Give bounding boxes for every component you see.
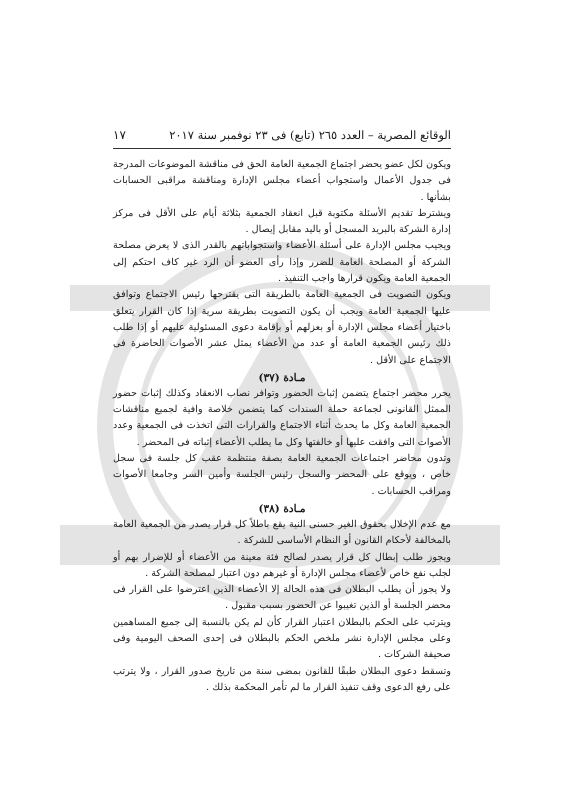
paragraph: ويترتب على الحكم بالبطلان اعتبار القرار كأن لم يكن بالنسبة إلى جميع المساهمين وعلى مجلس الإدارة نشر ملخص الحكم بالبطلان فى إحدى الصحف اليومية وفى صحيفة الشركات . — [113, 616, 451, 661]
paragraph: ويجوز طلب إبطال كل قرار يصدر لصالح فئة معينة من الأعضاء أو للإضرار بهم أو لجلب نفع خاص لأعضاء مجلس الإدارة أو غيرهم دون اعتبار لمصلحة الشركة . — [113, 551, 451, 579]
paragraph: ويشترط تقديم الأسئلة مكتوبة قبل انعقاد الجمعية بثلاثة أيام على الأقل فى مركز إدارة الشركة بالبريد المسجل أو باليد مقابل إيصال . — [113, 207, 451, 236]
paragraph: وتسقط دعوى البطلان طبقًا للقانون بمضى سنة من تاريخ صدور القرار ، ولا يترتب على رفع الدعوى وقف تنفيذ القرار ما لم تأمر المحكمة بذلك . — [113, 665, 451, 693]
document-page — [113, 127, 451, 696]
paragraph: وتدون محاضر اجتماعات الجمعية العامة بصفة منتظمة عقب كل جلسة فى سجل خاص ، ويوقع على المحضر والسجل رئيس الجلسة وأمين السر وجامعا الأصوات ومراقب الحسابات . — [113, 453, 451, 497]
paragraph: مع عدم الإخلال بحقوق الغير حسنى النية يقع باطلاً كل قرار يصدر من الجمعية العامة بالمخالفة لأحكام القانون أو النظام الأساسى للشركة . — [113, 518, 451, 547]
page-header — [113, 127, 451, 149]
article-heading: مـادة (٣٧) — [258, 371, 306, 384]
paragraph: ويكون التصويت فى الجمعية العامة بالطريقة التى يقترحها رئيس الاجتماع وتوافق عليها الجمعية العامة ويجب أن يكون التصويت بطريقة سرية إذا كان القرار يتعلق باختيار أعضاء مجلس الإدارة أو بعزلهم أو بإقامة دعوى المسئولية عليهم أو إذا طلب ذلك رئيس الجمعية العامة أو عدد من الأعضاء يمثل عشر الأصوات الحاضرة فى الاجتماع على الأقل . — [113, 289, 451, 366]
article-heading: مـادة (٣٨) — [258, 502, 306, 515]
paragraph: ويكون لكل عضو يحضر اجتماع الجمعية العامة الحق فى مناقشة الموضوعات المدرجة فى جدول الأعمال واستجواب أعضاء مجلس الإدارة ومناقشة مراقبى الحسابات بشأنها . — [113, 159, 451, 203]
page-body — [113, 157, 451, 696]
paragraph: ويجيب مجلس الإدارة على أسئلة الأعضاء واستجواباتهم بالقدر الذى لا يعرض مصلحة الشركة أو المصلحة العامة للضرر وإذا رأى العضو أن الرد غير كاف احتكم إلى الجمعية العامة ويكون قرارها واجب التنفيذ . — [113, 240, 451, 285]
paragraph: يحرر محضر اجتماع يتضمن إثبات الحضور وتوافر نصاب الانعقاد وكذلك إثبات حضور الممثل القانونى لجماعة حملة السندات كما يتضمن خلاصة وافية لجميع مناقشات الجمعية العامة وكل ما يحدث أثناء الاجتماع والقرارات التى اتخذت فى الجمعية وعدد الأصوات التى وافقت عليها أو خالفتها وكل ما يطلب الأعضاء إثباته فى المحضر . — [113, 387, 451, 448]
header-title: الوقائع المصرية – العدد ٢٦٥ (تابع) فى ٢٣ نوفمبر سنة ٢٠١٧ — [169, 128, 451, 142]
page-number: ١٧ — [113, 128, 126, 142]
paragraph: ولا يجوز أن يطلب البطلان فى هذه الحالة إلا الأعضاء الذين اعترضوا على القرار فى محضر الجلسة أو الذين تغيبوا عن الحضور بسبب مقبول . — [113, 584, 451, 612]
